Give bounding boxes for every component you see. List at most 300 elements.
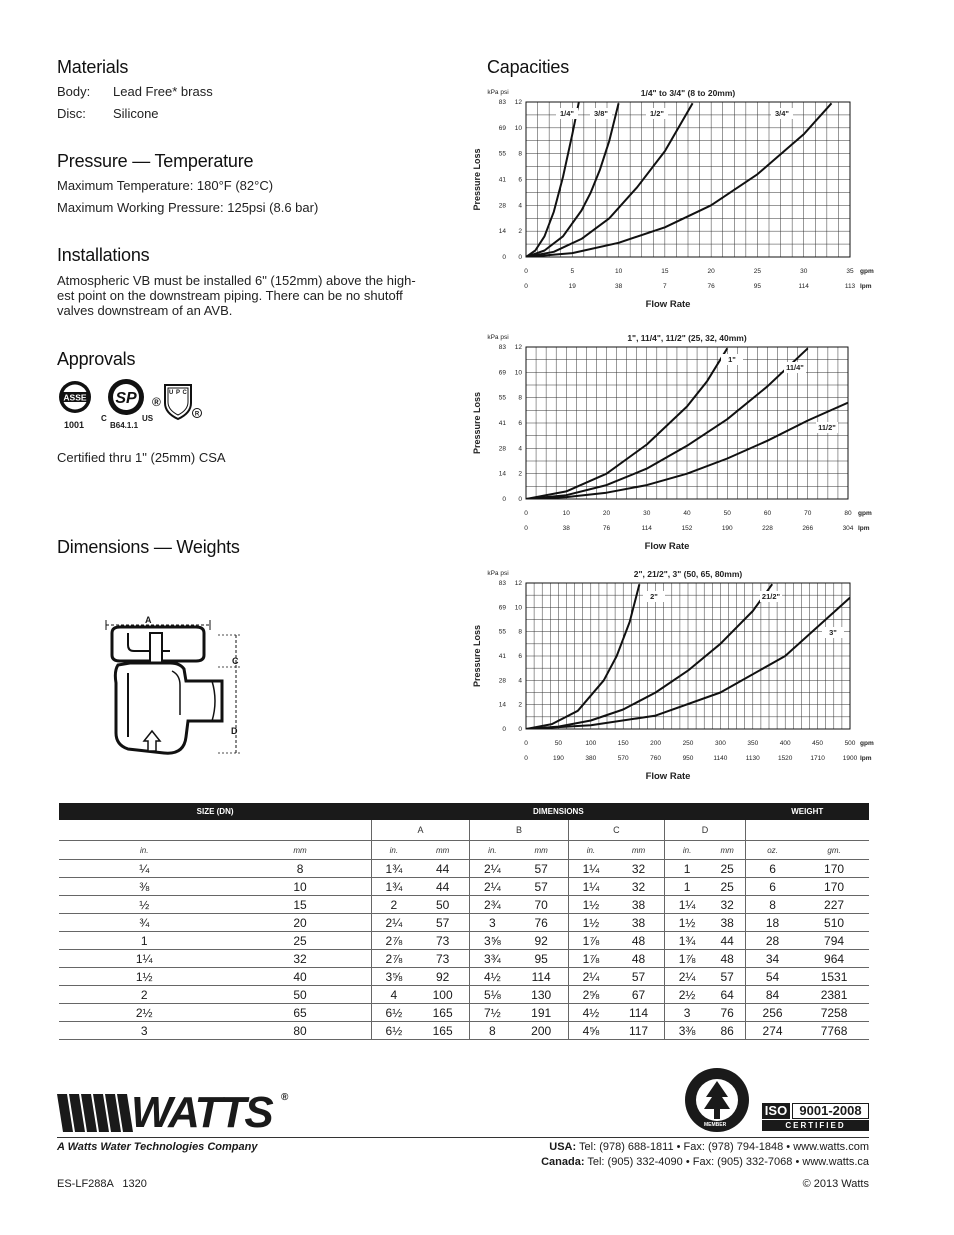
table-cell: 76 [515, 914, 569, 932]
table-cell: 2⅞ [371, 932, 416, 950]
capacities-title: Capacities [487, 57, 570, 77]
x-axis-label: Flow Rate [644, 541, 690, 550]
y-tick-psi: 8 [518, 394, 522, 402]
table-cell: 38 [613, 896, 664, 914]
csa-us: US [142, 414, 154, 423]
x-unit-gpm: gpm [860, 268, 874, 275]
csa-logo [98, 377, 158, 431]
chart-title: 2", 21/2", 3" (50, 65, 80mm) [633, 569, 743, 579]
table-cell: 1¼ [664, 896, 709, 914]
materials-disc-row [57, 106, 159, 121]
table-cell: 2 [59, 986, 229, 1004]
table-cell: 25 [709, 860, 745, 878]
table-cell: 964 [799, 950, 869, 968]
series-line [526, 584, 772, 729]
table-cell: 1½ [59, 968, 229, 986]
x-tick-gpm: 25 [753, 268, 762, 275]
copyright: © 2013 Watts [802, 1178, 869, 1190]
y-tick-psi: 6 [518, 420, 522, 427]
table-cell: 32 [613, 860, 664, 878]
table-cell: 1½ [568, 914, 613, 932]
capacity-chart-large [470, 557, 880, 792]
table-row [59, 896, 869, 914]
x-tick-lpm: 7 [663, 283, 667, 290]
upc-registered-mark: R [194, 411, 200, 418]
watts-tagline: A Watts Water Technologies Company [57, 1141, 258, 1153]
table-cell: 170 [799, 878, 869, 896]
table-cell: 2¼ [470, 878, 515, 896]
y-tick-psi: 6 [518, 653, 522, 660]
table-cell: 510 [799, 914, 869, 932]
x-tick-lpm: 152 [681, 525, 693, 532]
unit-header: in. [568, 841, 613, 860]
y-tick-kpa: 28 [498, 445, 506, 453]
x-tick-gpm: 5 [570, 268, 575, 275]
asse-code: 1001 [64, 420, 85, 430]
y-tick-kpa: 28 [498, 202, 506, 210]
table-cell: 8 [229, 860, 371, 878]
x-tick-lpm: 0 [524, 525, 528, 532]
unit-header: mm [515, 841, 569, 860]
max-temperature: Maximum Temperature: 180°F (82°C) [57, 178, 274, 193]
table-cell: 6 [746, 878, 800, 896]
series-label: 1" [728, 355, 736, 364]
table-cell: 3⅝ [470, 932, 515, 950]
x-tick-lpm: 38 [562, 525, 570, 532]
x-tick-lpm: 1520 [777, 755, 793, 762]
x-tick-lpm: 1900 [842, 755, 858, 762]
table-cell: 20 [229, 914, 371, 932]
table-cell: 64 [709, 986, 745, 1004]
x-tick-lpm: 760 [650, 755, 662, 762]
table-cell: 65 [229, 1004, 371, 1022]
capacity-chart-medium [470, 320, 880, 550]
y-tick-psi: 2 [518, 470, 522, 478]
iso-certified: CERTIFIED [762, 1120, 869, 1131]
csa-seal-text: SP [115, 390, 137, 407]
table-cell: 2½ [664, 986, 709, 1004]
table-cell: 794 [799, 932, 869, 950]
x-tick-gpm: 250 [682, 740, 694, 747]
y-tick-kpa: 83 [498, 99, 506, 106]
x-tick-gpm: 300 [714, 740, 726, 747]
dim-label-a: A [145, 615, 152, 625]
y-tick-kpa: 55 [498, 150, 506, 158]
y-unit-label: kPa psi [487, 334, 509, 341]
x-tick-gpm: 35 [846, 268, 854, 275]
capacity-chart-small [470, 80, 880, 310]
approvals-note: Certified thru 1" (25mm) CSA [57, 450, 226, 465]
y-tick-kpa: 0 [502, 254, 506, 261]
x-tick-lpm: 190 [552, 755, 564, 762]
capacity-chart-svg [470, 80, 880, 310]
x-tick-lpm: 76 [602, 525, 611, 532]
x-tick-lpm: 76 [707, 283, 715, 290]
x-tick-gpm: 400 [779, 740, 791, 747]
table-unit-header-row [59, 841, 869, 860]
table-cell: 70 [515, 896, 569, 914]
series-label: 21/2" [761, 592, 781, 601]
y-tick-kpa: 41 [498, 653, 506, 660]
table-cell: 3⅜ [664, 1022, 709, 1040]
table-cell: 44 [416, 878, 470, 896]
table-cell: 2½ [59, 1004, 229, 1022]
usa-label: USA: [549, 1141, 577, 1153]
valve-drawing-icon [100, 605, 250, 770]
y-tick-kpa: 41 [498, 176, 506, 184]
table-cell: 38 [709, 914, 745, 932]
y-tick-psi: 4 [518, 677, 522, 685]
capacity-chart-svg [470, 320, 880, 550]
table-row [59, 986, 869, 1004]
table-row [59, 878, 869, 896]
table-cell: 2⅝ [568, 986, 613, 1004]
y-tick-kpa: 0 [502, 726, 506, 733]
y-tick-psi: 4 [518, 202, 522, 210]
unit-header: in. [664, 841, 709, 860]
table-cell: 165 [416, 1004, 470, 1022]
x-tick-lpm: 19 [568, 283, 576, 290]
table-row [59, 914, 869, 932]
table-cell: 44 [709, 932, 745, 950]
usa-contact-line [549, 1141, 869, 1153]
table-cell: 73 [416, 932, 470, 950]
table-letter-header-row [59, 820, 869, 841]
x-unit-lpm: lpm [858, 525, 870, 532]
table-cell: 57 [613, 968, 664, 986]
table-cell: 1¾ [371, 860, 416, 878]
table-cell: 100 [416, 986, 470, 1004]
table-cell: 227 [799, 896, 869, 914]
table-cell: 1⅞ [568, 932, 613, 950]
table-cell: 76 [709, 1004, 745, 1022]
materials-title: Materials [57, 57, 129, 77]
y-tick-kpa: 14 [498, 701, 506, 709]
y-axis-label: Pressure Loss [472, 148, 482, 211]
table-cell: 2¼ [664, 968, 709, 986]
table-cell: 40 [229, 968, 371, 986]
table-cell: 256 [746, 1004, 800, 1022]
table-cell: 57 [416, 914, 470, 932]
series-label: 3/4" [775, 109, 789, 118]
x-axis-label: Flow Rate [645, 299, 691, 310]
pressure-title: Pressure — Temperature [57, 151, 254, 171]
series-label: 11/4" [786, 363, 804, 372]
table-cell: 57 [515, 878, 569, 896]
table-cell: 1 [664, 878, 709, 896]
x-tick-lpm: 114 [641, 525, 652, 532]
header-dimensions: DIMENSIONS [371, 803, 745, 820]
table-cell: 2⅞ [371, 950, 416, 968]
table-cell: 200 [515, 1022, 569, 1040]
table-cell: 92 [416, 968, 470, 986]
table-cell: 1 [59, 932, 229, 950]
y-tick-psi: 10 [514, 369, 522, 377]
table-body [59, 860, 869, 1040]
table-cell: 25 [229, 932, 371, 950]
series-label: 11/2" [818, 423, 836, 432]
x-tick-gpm: 500 [844, 740, 856, 747]
table-row [59, 1022, 869, 1040]
table-group-header-row [59, 803, 869, 820]
header-size: SIZE (DN) [59, 803, 371, 820]
table-cell: 86 [709, 1022, 745, 1040]
table-cell: 25 [709, 878, 745, 896]
series-label: 3/8" [594, 109, 608, 118]
dim-label-d: D [231, 726, 238, 736]
y-tick-psi: 0 [518, 496, 522, 503]
table-cell: 1¾ [371, 878, 416, 896]
table-cell: 274 [746, 1022, 800, 1040]
unit-header: gm. [799, 841, 869, 860]
table-cell: 44 [416, 860, 470, 878]
table-cell: 2381 [799, 986, 869, 1004]
x-tick-gpm: 20 [707, 268, 715, 275]
table-cell: 3 [59, 1022, 229, 1040]
table-cell: 4⅝ [568, 1022, 613, 1040]
materials-disc-value: Silicone [113, 106, 159, 121]
unit-header: mm [229, 841, 371, 860]
table-cell: 18 [746, 914, 800, 932]
table-cell: ¼ [59, 860, 229, 878]
x-tick-lpm: 266 [802, 525, 814, 532]
installations-title: Installations [57, 245, 150, 265]
table-cell: 95 [515, 950, 569, 968]
table-cell: 1¼ [59, 950, 229, 968]
table-cell: 130 [515, 986, 569, 1004]
csa-code: B64.1.1 [110, 421, 139, 430]
x-tick-lpm: 1710 [810, 755, 825, 762]
usgbc-member-text: MEMBER [704, 1122, 727, 1128]
y-tick-psi: 12 [514, 580, 522, 587]
table-cell: 8 [746, 896, 800, 914]
x-tick-lpm: 190 [721, 525, 733, 532]
x-tick-lpm: 304 [842, 525, 854, 532]
table-cell: 3¾ [470, 950, 515, 968]
x-tick-gpm: 15 [661, 268, 669, 275]
series-line [526, 103, 693, 257]
table-cell: 38 [613, 914, 664, 932]
x-axis-label: Flow Rate [645, 771, 691, 782]
table-cell: 2¼ [470, 860, 515, 878]
x-tick-lpm: 570 [617, 755, 629, 762]
table-cell: 80 [229, 1022, 371, 1040]
table-cell: 4 [371, 986, 416, 1004]
installations-line-1: Atmospheric VB must be installed 6" (152mm) above the high- [57, 273, 416, 288]
x-tick-gpm: 50 [723, 510, 731, 517]
table-cell: 2 [371, 896, 416, 914]
x-tick-gpm: 70 [804, 510, 812, 517]
table-cell: 114 [515, 968, 569, 986]
csa-c: C [101, 414, 107, 423]
header-letter-a: A [371, 820, 470, 841]
y-tick-psi: 2 [518, 228, 522, 236]
table-cell: 7½ [470, 1004, 515, 1022]
table-cell: 57 [709, 968, 745, 986]
x-tick-gpm: 80 [844, 510, 852, 517]
x-tick-gpm: 10 [614, 268, 623, 275]
y-tick-psi: 4 [518, 445, 522, 453]
materials-body-row [57, 84, 213, 99]
table-cell: 48 [709, 950, 745, 968]
table-cell: 6 [746, 860, 800, 878]
table-cell: 3⅝ [371, 968, 416, 986]
unit-header: mm [709, 841, 745, 860]
table-cell: 32 [709, 896, 745, 914]
table-cell: 48 [613, 932, 664, 950]
table-cell: 1¾ [664, 932, 709, 950]
table-cell: 1¼ [568, 860, 613, 878]
y-tick-psi: 2 [518, 701, 522, 709]
csa-registered-mark: ® [152, 395, 161, 409]
y-axis-label: Pressure Loss [472, 624, 482, 688]
x-tick-lpm: 1130 [745, 755, 760, 762]
y-tick-psi: 10 [514, 604, 522, 612]
x-unit-gpm: gpm [858, 510, 872, 517]
table-cell: 170 [799, 860, 869, 878]
y-tick-kpa: 28 [498, 677, 506, 685]
x-tick-gpm: 30 [643, 510, 651, 517]
upc-text: U P C [169, 390, 188, 396]
y-tick-psi: 12 [514, 99, 522, 106]
x-tick-lpm: 0 [524, 755, 528, 762]
y-axis-label: Pressure Loss [472, 391, 482, 455]
table-cell: 28 [746, 932, 800, 950]
table-cell: 32 [229, 950, 371, 968]
y-tick-kpa: 69 [498, 604, 506, 612]
y-unit-label: kPa psi [487, 89, 509, 96]
unit-header: mm [613, 841, 664, 860]
x-tick-gpm: 10 [562, 510, 570, 517]
table-cell: 48 [613, 950, 664, 968]
table-cell: ⅜ [59, 878, 229, 896]
table-cell: 1½ [568, 896, 613, 914]
usgbc-logo [684, 1067, 750, 1133]
dimensions-title: Dimensions — Weights [57, 537, 240, 557]
materials-disc-key: Disc: [57, 106, 86, 121]
table-cell: 1531 [799, 968, 869, 986]
x-tick-lpm: 1140 [713, 755, 728, 762]
watts-registered: ® [281, 1092, 289, 1103]
x-tick-gpm: 0 [524, 268, 528, 275]
unit-header: mm [416, 841, 470, 860]
usa-contact: Tel: (978) 688-1811 • Fax: (978) 794-1848 • www.watts.com [579, 1141, 869, 1153]
x-tick-gpm: 60 [763, 510, 772, 517]
table-cell: 8 [470, 1022, 515, 1040]
table-cell: 1⅞ [568, 950, 613, 968]
table-cell: 84 [746, 986, 800, 1004]
y-tick-psi: 10 [514, 124, 522, 132]
valve-diagram [100, 605, 250, 770]
x-tick-gpm: 350 [747, 740, 759, 747]
table-cell: 7258 [799, 1004, 869, 1022]
x-tick-gpm: 0 [524, 510, 528, 517]
y-tick-psi: 8 [518, 150, 522, 158]
table-row [59, 968, 869, 986]
table-cell: 6½ [371, 1022, 416, 1040]
max-pressure: Maximum Working Pressure: 125psi (8.6 bar) [57, 200, 319, 215]
y-tick-psi: 12 [514, 344, 522, 351]
dim-label-c: C [232, 656, 239, 666]
y-tick-kpa: 41 [498, 420, 506, 427]
x-tick-gpm: 40 [683, 510, 691, 517]
upc-logo [163, 381, 203, 421]
installations-line-2: est point on the downstream piping. There can be no shutoff [57, 288, 403, 303]
table-cell: 15 [229, 896, 371, 914]
table-cell: 2¼ [371, 914, 416, 932]
table-cell: 6½ [371, 1004, 416, 1022]
table-row [59, 860, 869, 878]
x-tick-lpm: 38 [614, 283, 623, 290]
x-tick-lpm: 95 [753, 283, 762, 290]
table-cell: 7768 [799, 1022, 869, 1040]
table-cell: 2¾ [470, 896, 515, 914]
table-cell: 1 [664, 860, 709, 878]
table-cell: 34 [746, 950, 800, 968]
table-cell: 67 [613, 986, 664, 1004]
installations-line-3: valves downstream of an AVB. [57, 303, 233, 318]
table-cell: ¾ [59, 914, 229, 932]
asse-logo [57, 380, 93, 430]
table-cell: 3 [470, 914, 515, 932]
y-tick-kpa: 14 [498, 470, 506, 478]
table-cell: 1¼ [568, 878, 613, 896]
canada-contact: Tel: (905) 332-4090 • Fax: (905) 332-7068 • www.watts.ca [587, 1156, 869, 1168]
series-label: 1/2" [650, 109, 664, 118]
y-tick-psi: 0 [518, 726, 522, 733]
table-cell: 4½ [470, 968, 515, 986]
table-cell: 117 [613, 1022, 664, 1040]
dimensions-table [59, 803, 869, 1040]
unit-header: in. [371, 841, 416, 860]
x-tick-gpm: 150 [617, 740, 629, 747]
x-tick-gpm: 20 [602, 510, 611, 517]
y-tick-kpa: 69 [498, 369, 506, 377]
unit-header: in. [59, 841, 229, 860]
table-row [59, 950, 869, 968]
y-tick-psi: 8 [518, 628, 522, 636]
series-label: 3" [829, 628, 837, 637]
materials-body-key: Body: [57, 84, 91, 99]
table-row [59, 1004, 869, 1022]
x-tick-lpm: 114 [798, 283, 809, 290]
materials-body-value: Lead Free* brass [113, 84, 213, 99]
y-tick-kpa: 83 [498, 580, 506, 587]
header-weight: WEIGHT [746, 803, 870, 820]
x-tick-lpm: 113 [844, 283, 856, 290]
table-cell: 5⅛ [470, 986, 515, 1004]
table-cell: 114 [613, 1004, 664, 1022]
table-cell: 50 [416, 896, 470, 914]
table-cell: 54 [746, 968, 800, 986]
doc-code: ES-LF288A 1320 [57, 1178, 147, 1190]
y-tick-psi: 6 [518, 176, 522, 184]
x-tick-lpm: 0 [524, 283, 528, 290]
approvals-title: Approvals [57, 349, 136, 369]
y-tick-kpa: 83 [498, 344, 506, 351]
x-tick-lpm: 380 [585, 755, 597, 762]
table-cell: 32 [613, 878, 664, 896]
y-unit-label: kPa psi [487, 570, 509, 577]
series-label: 2" [650, 592, 658, 601]
table-cell: 191 [515, 1004, 569, 1022]
x-unit-lpm: lpm [860, 755, 872, 762]
chart-title: 1", 11/4", 11/2" (25, 32, 40mm) [627, 333, 747, 343]
header-letter-b: B [470, 820, 569, 841]
table-cell: 3 [664, 1004, 709, 1022]
x-tick-lpm: 950 [682, 755, 694, 762]
table-cell: 2¼ [568, 968, 613, 986]
